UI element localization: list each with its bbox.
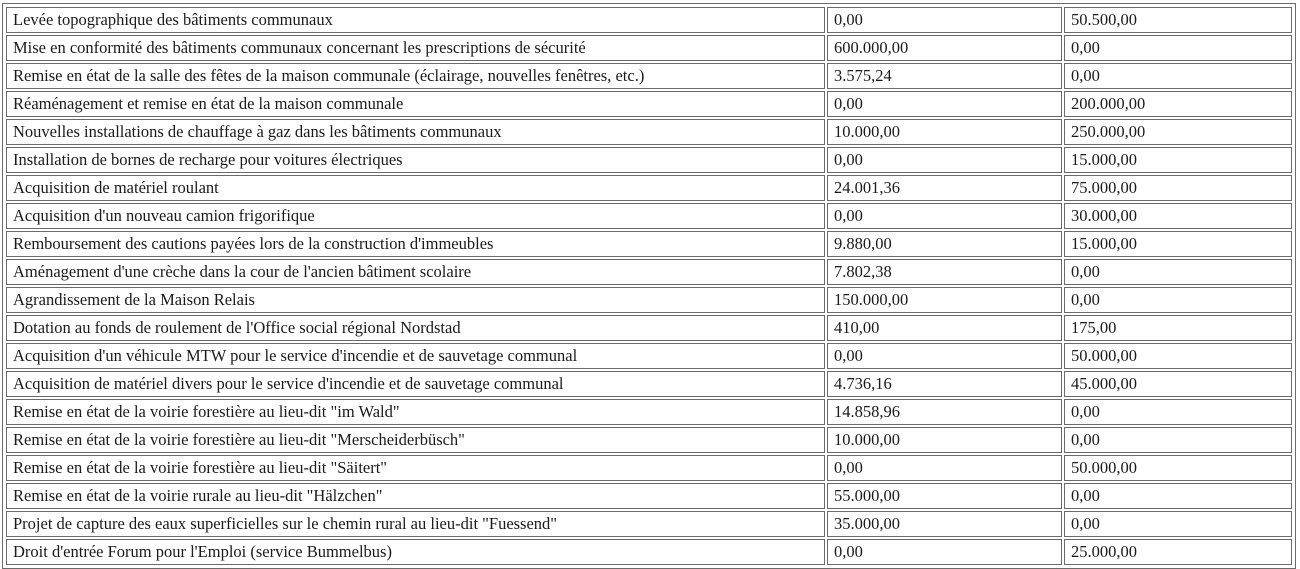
budget-table bbox=[4, 5, 1294, 567]
row-amount-2-cell: 0,00 bbox=[1064, 483, 1292, 509]
row-amount-1-cell: 0,00 bbox=[827, 7, 1062, 33]
row-description-cell: Remise en état de la voirie rurale au lieu-dit "Hälzchen" bbox=[6, 483, 825, 509]
row-amount-1-cell: 7.802,38 bbox=[827, 259, 1062, 285]
row-amount-1-cell: 0,00 bbox=[827, 539, 1062, 565]
row-description-cell: Remise en état de la voirie forestière au lieu-dit "im Wald" bbox=[6, 399, 825, 425]
row-amount-2-cell: 0,00 bbox=[1064, 427, 1292, 453]
row-description-cell: Dotation au fonds de roulement de l'Office social régional Nordstad bbox=[6, 315, 825, 341]
row-amount-2-cell: 0,00 bbox=[1064, 287, 1292, 313]
table-row bbox=[6, 315, 1292, 341]
row-amount-2-cell: 25.000,00 bbox=[1064, 539, 1292, 565]
row-amount-1-cell: 35.000,00 bbox=[827, 511, 1062, 537]
row-amount-2-cell: 75.000,00 bbox=[1064, 175, 1292, 201]
row-amount-2-cell: 15.000,00 bbox=[1064, 231, 1292, 257]
row-amount-1-cell: 0,00 bbox=[827, 455, 1062, 481]
row-amount-2-cell: 0,00 bbox=[1064, 511, 1292, 537]
row-amount-1-cell: 10.000,00 bbox=[827, 119, 1062, 145]
table-row bbox=[6, 203, 1292, 229]
row-amount-2-cell: 30.000,00 bbox=[1064, 203, 1292, 229]
budget-table-body bbox=[6, 7, 1292, 565]
row-amount-1-cell: 0,00 bbox=[827, 91, 1062, 117]
table-row bbox=[6, 539, 1292, 565]
table-row bbox=[6, 343, 1292, 369]
table-row bbox=[6, 175, 1292, 201]
row-amount-2-cell: 0,00 bbox=[1064, 35, 1292, 61]
table-row bbox=[6, 231, 1292, 257]
row-amount-2-cell: 45.000,00 bbox=[1064, 371, 1292, 397]
table-row bbox=[6, 35, 1292, 61]
row-amount-2-cell: 50.000,00 bbox=[1064, 343, 1292, 369]
budget-table-container bbox=[2, 3, 1296, 569]
row-amount-1-cell: 0,00 bbox=[827, 203, 1062, 229]
table-row bbox=[6, 399, 1292, 425]
table-row bbox=[6, 287, 1292, 313]
table-row bbox=[6, 259, 1292, 285]
row-description-cell: Remise en état de la voirie forestière au lieu-dit "Säitert" bbox=[6, 455, 825, 481]
table-row bbox=[6, 7, 1292, 33]
row-description-cell: Acquisition d'un véhicule MTW pour le service d'incendie et de sauvetage communal bbox=[6, 343, 825, 369]
row-amount-2-cell: 15.000,00 bbox=[1064, 147, 1292, 173]
row-description-cell: Acquisition de matériel divers pour le service d'incendie et de sauvetage communal bbox=[6, 371, 825, 397]
row-amount-1-cell: 150.000,00 bbox=[827, 287, 1062, 313]
row-description-cell: Réaménagement et remise en état de la maison communale bbox=[6, 91, 825, 117]
row-description-cell: Aménagement d'une crèche dans la cour de l'ancien bâtiment scolaire bbox=[6, 259, 825, 285]
row-description-cell: Remboursement des cautions payées lors de la construction d'immeubles bbox=[6, 231, 825, 257]
row-amount-2-cell: 50.000,00 bbox=[1064, 455, 1292, 481]
row-amount-1-cell: 14.858,96 bbox=[827, 399, 1062, 425]
row-description-cell: Mise en conformité des bâtiments communaux concernant les prescriptions de sécurité bbox=[6, 35, 825, 61]
row-description-cell: Acquisition d'un nouveau camion frigorifique bbox=[6, 203, 825, 229]
row-amount-1-cell: 4.736,16 bbox=[827, 371, 1062, 397]
row-amount-2-cell: 250.000,00 bbox=[1064, 119, 1292, 145]
table-row bbox=[6, 119, 1292, 145]
row-description-cell: Installation de bornes de recharge pour voitures électriques bbox=[6, 147, 825, 173]
table-row bbox=[6, 511, 1292, 537]
row-amount-2-cell: 175,00 bbox=[1064, 315, 1292, 341]
row-description-cell: Nouvelles installations de chauffage à gaz dans les bâtiments communaux bbox=[6, 119, 825, 145]
row-amount-1-cell: 0,00 bbox=[827, 147, 1062, 173]
row-amount-1-cell: 10.000,00 bbox=[827, 427, 1062, 453]
row-description-cell: Remise en état de la salle des fêtes de la maison communale (éclairage, nouvelles fenêtres, etc.) bbox=[6, 63, 825, 89]
row-description-cell: Projet de capture des eaux superficielles sur le chemin rural au lieu-dit "Fuessend" bbox=[6, 511, 825, 537]
table-row bbox=[6, 483, 1292, 509]
row-amount-2-cell: 0,00 bbox=[1064, 63, 1292, 89]
row-amount-2-cell: 200.000,00 bbox=[1064, 91, 1292, 117]
row-description-cell: Droit d'entrée Forum pour l'Emploi (service Bummelbus) bbox=[6, 539, 825, 565]
row-amount-1-cell: 9.880,00 bbox=[827, 231, 1062, 257]
row-amount-2-cell: 0,00 bbox=[1064, 399, 1292, 425]
table-row bbox=[6, 371, 1292, 397]
row-amount-1-cell: 24.001,36 bbox=[827, 175, 1062, 201]
table-row bbox=[6, 427, 1292, 453]
row-description-cell: Levée topographique des bâtiments communaux bbox=[6, 7, 825, 33]
row-description-cell: Agrandissement de la Maison Relais bbox=[6, 287, 825, 313]
row-description-cell: Acquisition de matériel roulant bbox=[6, 175, 825, 201]
table-row bbox=[6, 455, 1292, 481]
row-description-cell: Remise en état de la voirie forestière au lieu-dit "Merscheiderbüsch" bbox=[6, 427, 825, 453]
row-amount-1-cell: 55.000,00 bbox=[827, 483, 1062, 509]
table-row bbox=[6, 91, 1292, 117]
row-amount-1-cell: 0,00 bbox=[827, 343, 1062, 369]
row-amount-2-cell: 0,00 bbox=[1064, 259, 1292, 285]
row-amount-1-cell: 410,00 bbox=[827, 315, 1062, 341]
table-row bbox=[6, 63, 1292, 89]
row-amount-1-cell: 600.000,00 bbox=[827, 35, 1062, 61]
row-amount-1-cell: 3.575,24 bbox=[827, 63, 1062, 89]
row-amount-2-cell: 50.500,00 bbox=[1064, 7, 1292, 33]
table-row bbox=[6, 147, 1292, 173]
